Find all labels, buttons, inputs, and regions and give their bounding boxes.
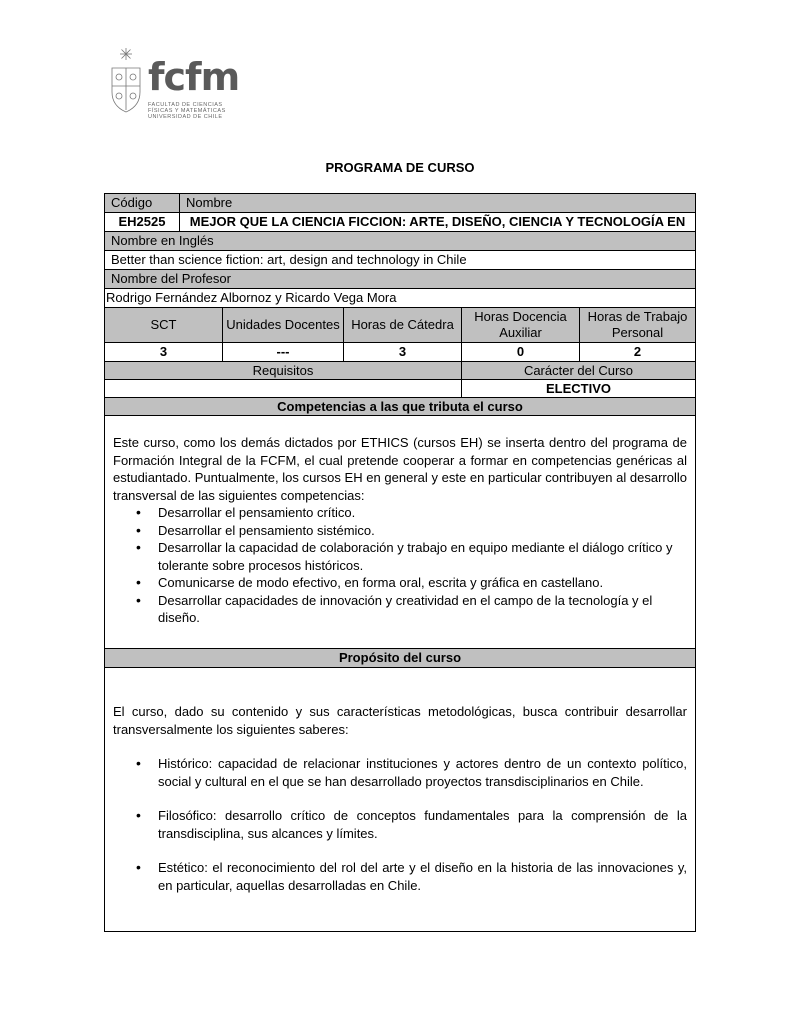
logo-wordmark: fcfm bbox=[148, 55, 240, 99]
course-name: MEJOR QUE LA CIENCIA FICCION: ARTE, DISEÑO, CIENCIA Y TECNOLOGÍA EN bbox=[179, 213, 695, 231]
faculty-logo bbox=[108, 46, 238, 130]
logo-subtitle-line: FÍSICAS Y MATEMÁTICAS bbox=[148, 108, 226, 114]
course-program-form bbox=[104, 193, 696, 932]
hours-value-row bbox=[105, 342, 695, 361]
competencias-body bbox=[105, 434, 695, 627]
list-item: • Desarrollar la capacidad de colaboración y trabajo en equipo mediante el diálogo crítico y tolerante sobre procesos históricos. bbox=[158, 539, 687, 574]
sct-value: 3 bbox=[159, 344, 168, 359]
requirements-label-row bbox=[105, 361, 695, 379]
university-seal-icon bbox=[108, 46, 144, 116]
horas-auxiliar-label: Horas Docencia Auxiliar bbox=[461, 308, 579, 342]
competencias-section bbox=[105, 415, 695, 648]
requisitos-label: Requisitos bbox=[252, 363, 314, 378]
code-name-value-row bbox=[105, 212, 695, 231]
horas-trabajo-label: Horas de Trabajo Personal bbox=[579, 308, 695, 342]
list-item: • Histórico: capacidad de relacionar instituciones y actores dentro de un contexto político, social y cultural en el que se han desarrollado proyectos transdisciplinarios en Chile. bbox=[158, 755, 687, 790]
code-name-label-row bbox=[105, 194, 695, 212]
logo-subtitle-line: FACULTAD DE CIENCIAS bbox=[148, 102, 223, 108]
caracter-label: Carácter del Curso bbox=[461, 362, 695, 379]
professor-name: Rodrigo Fernández Albornoz y Ricardo Vega Mora bbox=[105, 288, 695, 307]
codigo-label: Código bbox=[111, 195, 153, 210]
proposito-heading: Propósito del curso bbox=[105, 648, 695, 667]
proposito-list bbox=[113, 755, 687, 894]
proposito-section bbox=[105, 667, 695, 931]
course-code: EH2525 bbox=[118, 214, 166, 229]
competencias-heading: Competencias a las que tributa el curso bbox=[105, 397, 695, 415]
list-item: • Desarrollar el pensamiento sistémico. bbox=[158, 522, 687, 540]
horas-auxiliar-value: 0 bbox=[461, 343, 579, 361]
horas-catedra-label: Horas de Cátedra bbox=[343, 308, 461, 342]
english-name: Better than science fiction: art, design and technology in Chile bbox=[105, 250, 695, 269]
requirements-value-row bbox=[105, 379, 695, 397]
list-item: • Estético: el reconocimiento del rol del arte y el diseño en la historia de las innovaciones y, en particular, aquellas desarrolladas en Chile. bbox=[158, 859, 687, 894]
nombre-label: Nombre bbox=[179, 194, 695, 212]
list-item: • Comunicarse de modo efectivo, en forma oral, escrita y gráfica en castellano. bbox=[158, 574, 687, 592]
unidades-docentes-label: Unidades Docentes bbox=[222, 308, 343, 342]
requisitos-value bbox=[105, 380, 461, 397]
logo-subtitle bbox=[148, 102, 226, 120]
proposito-body bbox=[105, 703, 695, 911]
list-item: • Desarrollar capacidades de innovación y creatividad en el campo de la tecnología y el diseño. bbox=[158, 592, 687, 627]
hours-label-row bbox=[105, 307, 695, 342]
logo-subtitle-line: UNIVERSIDAD DE CHILE bbox=[148, 114, 223, 120]
proposito-intro: El curso, dado su contenido y sus características metodológicas, busca contribuir desarrollar transversalmente los siguientes saberes: bbox=[113, 704, 687, 737]
caracter-value: ELECTIVO bbox=[461, 380, 695, 397]
page-title: PROGRAMA DE CURSO bbox=[325, 160, 475, 175]
english-name-label: Nombre en Inglés bbox=[105, 231, 695, 250]
horas-catedra-value: 3 bbox=[343, 343, 461, 361]
unidades-docentes-value: --- bbox=[222, 343, 343, 361]
list-item: • Filosófico: desarrollo crítico de conceptos fundamentales para la comprensión de la transdisciplina, sus alcances y límites. bbox=[158, 807, 687, 842]
list-item: • Desarrollar el pensamiento crítico. bbox=[158, 504, 687, 522]
sct-label: SCT bbox=[150, 317, 177, 332]
competencias-intro: Este curso, como los demás dictados por ETHICS (cursos EH) se inserta dentro del programa de Formación Integral de la FCFM, el cual pretende cooperar a formar en competencias genéricas al estudiantado. Puntualmente, los cursos EH en general y este en particular contribuyen al desarrollo transversal de las siguientes competencias: bbox=[113, 435, 687, 503]
horas-trabajo-value: 2 bbox=[579, 343, 695, 361]
competencias-list bbox=[113, 504, 687, 627]
professor-label: Nombre del Profesor bbox=[105, 269, 695, 288]
